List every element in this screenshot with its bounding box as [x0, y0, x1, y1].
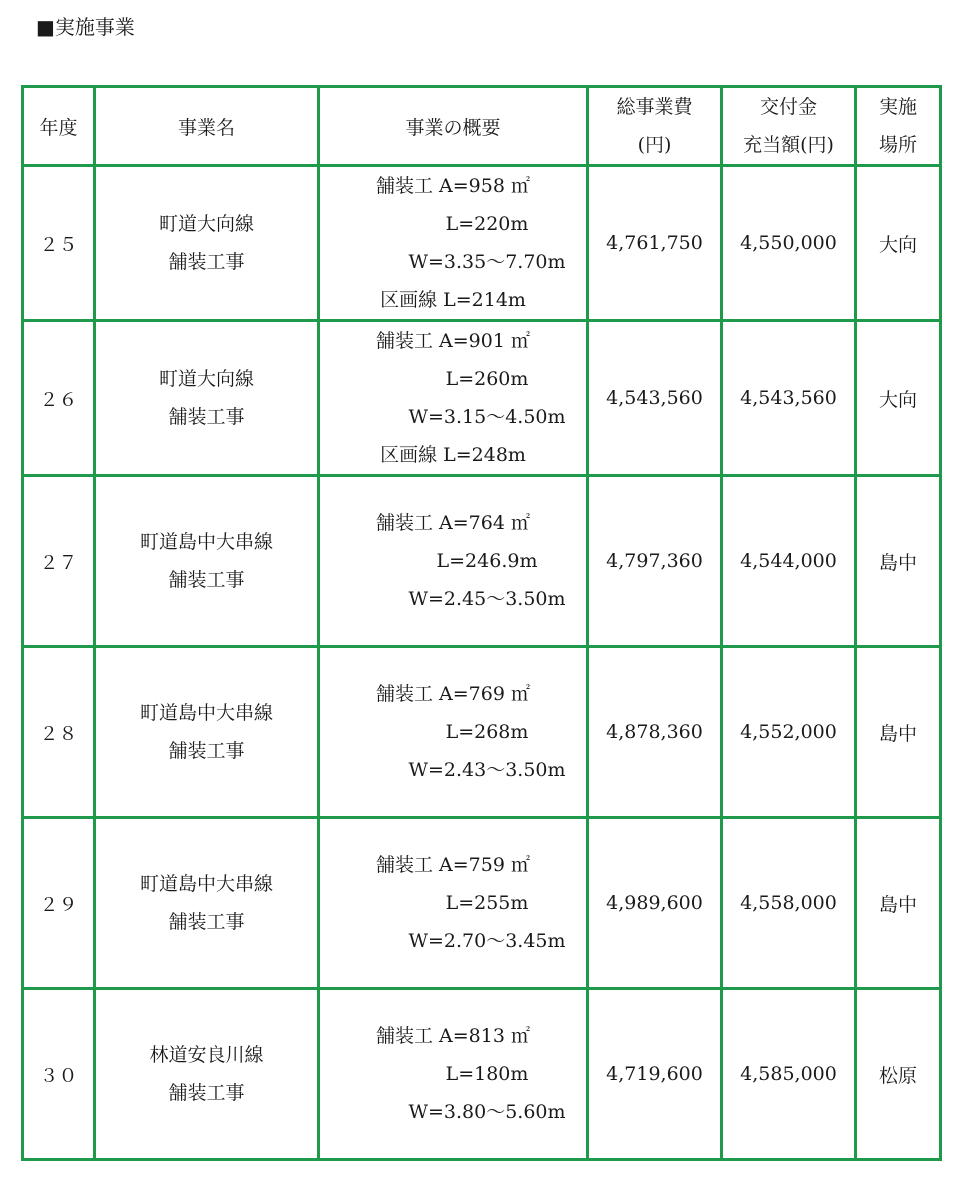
summary-line: L=255m	[445, 892, 529, 914]
header-total-cost	[588, 87, 722, 166]
cell-total-cost: 4,761,750	[588, 166, 722, 321]
cell-subsidy: 4,552,000	[722, 647, 856, 818]
name-line: 町道島中大串線	[139, 702, 273, 724]
cell-name	[95, 476, 319, 647]
cell-year: ２６	[23, 321, 95, 476]
cell-location: 島中	[856, 647, 941, 818]
summary-line: W=2.43～3.50m	[408, 759, 566, 781]
cell-summary	[319, 166, 588, 321]
summary-line: L=246.9m	[436, 550, 538, 572]
summary-line: L=260m	[445, 368, 529, 390]
summary-line: 舗装工 A=813 ㎡	[376, 1025, 530, 1047]
cell-location: 島中	[856, 476, 941, 647]
summary-line: 舗装工 A=759 ㎡	[376, 854, 530, 876]
header-location-line: 場所	[878, 134, 917, 156]
cell-subsidy: 4,558,000	[722, 818, 856, 989]
summary-line: W=3.80～5.60m	[408, 1101, 566, 1123]
header-total-cost-line: 総事業費	[616, 96, 693, 118]
cell-summary	[319, 321, 588, 476]
cell-year: ３０	[23, 989, 95, 1160]
cell-name	[95, 989, 319, 1160]
cell-subsidy: 4,543,560	[722, 321, 856, 476]
header-subsidy-line: 充当額(円)	[743, 134, 834, 156]
cell-summary	[319, 989, 588, 1160]
cell-total-cost: 4,878,360	[588, 647, 722, 818]
header-summary: 事業の概要	[319, 87, 588, 166]
name-line: 舗装工事	[168, 740, 245, 762]
header-subsidy	[722, 87, 856, 166]
summary-line: 舗装工 A=764 ㎡	[376, 512, 530, 534]
table-row	[23, 476, 941, 647]
cell-summary	[319, 818, 588, 989]
name-line: 舗装工事	[168, 569, 245, 591]
cell-subsidy: 4,550,000	[722, 166, 856, 321]
table-row	[23, 166, 941, 321]
header-name: 事業名	[95, 87, 319, 166]
table-row	[23, 989, 941, 1160]
name-line: 舗装工事	[168, 251, 245, 273]
section-title: ■実施事業	[36, 15, 135, 39]
cell-subsidy: 4,544,000	[722, 476, 856, 647]
cell-year: ２９	[23, 818, 95, 989]
name-line: 町道島中大串線	[139, 531, 273, 553]
summary-line: 区画線 L=248m	[380, 444, 526, 466]
cell-summary	[319, 647, 588, 818]
cell-location: 島中	[856, 818, 941, 989]
cell-location: 大向	[856, 321, 941, 476]
header-year: 年度	[23, 87, 95, 166]
name-line: 舗装工事	[168, 1082, 245, 1104]
summary-line: W=2.70～3.45m	[408, 930, 566, 952]
table-row	[23, 321, 941, 476]
name-line: 町道大向線	[158, 368, 254, 390]
cell-name	[95, 647, 319, 818]
name-line: 町道島中大串線	[139, 873, 273, 895]
summary-line: 区画線 L=214m	[380, 289, 526, 311]
cell-location: 大向	[856, 166, 941, 321]
cell-year: ２７	[23, 476, 95, 647]
header-row	[23, 87, 941, 166]
table-row	[23, 818, 941, 989]
cell-total-cost: 4,719,600	[588, 989, 722, 1160]
cell-year: ２５	[23, 166, 95, 321]
summary-line: 舗装工 A=958 ㎡	[376, 175, 530, 197]
header-subsidy-line: 交付金	[759, 96, 817, 118]
summary-line: W=2.45～3.50m	[408, 588, 566, 610]
cell-location: 松原	[856, 989, 941, 1160]
header-total-cost-line: (円)	[637, 134, 672, 156]
summary-line: L=268m	[445, 721, 529, 743]
summary-line: W=3.15～4.50m	[408, 406, 566, 428]
header-location	[856, 87, 941, 166]
header-location-line: 実施	[878, 96, 917, 118]
name-line: 町道大向線	[158, 213, 254, 235]
summary-line: L=220m	[445, 213, 529, 235]
summary-line: L=180m	[445, 1063, 529, 1085]
summary-line: 舗装工 A=769 ㎡	[376, 683, 530, 705]
cell-name	[95, 321, 319, 476]
projects-table	[21, 85, 942, 1161]
cell-subsidy: 4,585,000	[722, 989, 856, 1160]
cell-summary	[319, 476, 588, 647]
summary-line: W=3.35～7.70m	[408, 251, 566, 273]
name-line: 林道安良川線	[149, 1044, 264, 1066]
summary-line: 舗装工 A=901 ㎡	[376, 330, 530, 352]
name-line: 舗装工事	[168, 911, 245, 933]
cell-year: ２８	[23, 647, 95, 818]
cell-total-cost: 4,543,560	[588, 321, 722, 476]
cell-name	[95, 818, 319, 989]
table-row	[23, 647, 941, 818]
cell-total-cost: 4,797,360	[588, 476, 722, 647]
cell-total-cost: 4,989,600	[588, 818, 722, 989]
name-line: 舗装工事	[168, 406, 245, 428]
cell-name	[95, 166, 319, 321]
